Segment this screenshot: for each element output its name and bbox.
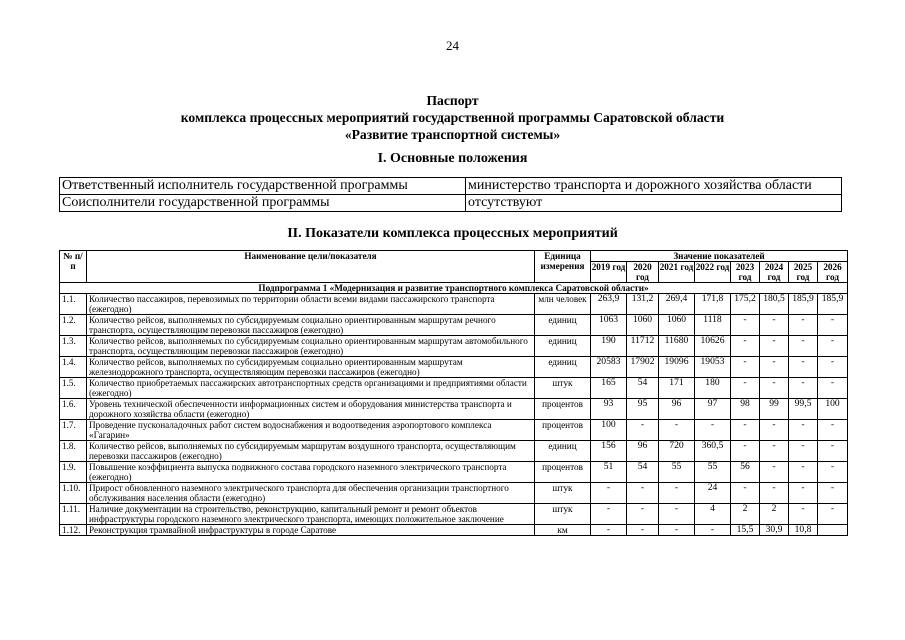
table-row: [60, 399, 848, 420]
indicator-name: Реконструкция трамвайной инфраструктуры в городе Саратове: [87, 525, 535, 536]
value-cell: -: [731, 420, 760, 441]
value-cell: 180,5: [760, 294, 789, 315]
info-row: [60, 178, 842, 195]
value-cell: -: [695, 525, 731, 536]
table-row: [60, 441, 848, 462]
value-cell: 17902: [627, 357, 659, 378]
value-cell: -: [818, 420, 848, 441]
value-cell: 19053: [695, 357, 731, 378]
indicator-name: Уровень технической обеспеченности информационных систем и оборудования министерства транспорта и дорожного хозяйства области (ежегодно): [87, 399, 535, 420]
value-cell: 55: [659, 462, 695, 483]
row-number: 1.1.: [60, 294, 87, 315]
value-cell: 263,9: [591, 294, 627, 315]
row-number: 1.7.: [60, 420, 87, 441]
value-cell: -: [760, 315, 789, 336]
value-cell: -: [789, 420, 818, 441]
value-cell: 30,9: [760, 525, 789, 536]
header-year: 2026 год: [818, 262, 848, 283]
unit-cell: единиц: [535, 357, 591, 378]
section-1-heading: I. Основные положения: [377, 151, 528, 166]
value-cell: -: [760, 441, 789, 462]
indicator-name: Количество рейсов, выполняемых по субсидируемым социально ориентированным маршрутам речного транспорта, осуществляющим перевозки пассажиров (ежегодно): [87, 315, 535, 336]
value-cell: -: [659, 420, 695, 441]
value-cell: -: [789, 378, 818, 399]
value-cell: -: [818, 378, 848, 399]
info-value: отсутствуют: [466, 195, 842, 212]
table-row: [60, 525, 848, 536]
value-cell: -: [731, 315, 760, 336]
value-cell: -: [591, 504, 627, 525]
value-cell: -: [731, 378, 760, 399]
value-cell: -: [789, 504, 818, 525]
table-row: [60, 378, 848, 399]
value-cell: 19096: [659, 357, 695, 378]
table-row: [60, 294, 848, 315]
table-row: [60, 357, 848, 378]
header-values: Значение показателей: [591, 251, 848, 262]
row-number: 1.9.: [60, 462, 87, 483]
value-cell: 185,9: [818, 294, 848, 315]
header-year: 2025 год: [789, 262, 818, 283]
unit-cell: процентов: [535, 462, 591, 483]
value-cell: -: [818, 441, 848, 462]
indicator-name: Проведение пусконаладочных работ систем водоснабжения и водоотведения аэропортового комплекса «Гагарин»: [87, 420, 535, 441]
value-cell: -: [695, 420, 731, 441]
value-cell: 100: [591, 420, 627, 441]
value-cell: -: [659, 483, 695, 504]
value-cell: -: [760, 483, 789, 504]
indicator-name: Наличие документации на строительство, реконструкцию, капитальный ремонт и ремонт объектов инфраструктуры городского наземного электрического транспорта, имеющих положительное заключение: [87, 504, 535, 525]
unit-cell: млн человек: [535, 294, 591, 315]
unit-cell: штук: [535, 483, 591, 504]
value-cell: 20583: [591, 357, 627, 378]
subprogram-title: Подпрограмма 1 «Модернизация и развитие транспортного комплекса Саратовской области»: [60, 283, 848, 294]
value-cell: 171: [659, 378, 695, 399]
value-cell: 24: [695, 483, 731, 504]
value-cell: -: [659, 504, 695, 525]
value-cell: -: [789, 315, 818, 336]
indicator-name: Количество рейсов, выполняемых по субсидируемым социально ориентированным маршрутам железнодорожного транспорта, осуществляющим перевозки пассажиров (ежегодно): [87, 357, 535, 378]
header-unit: Единица измерения: [535, 251, 591, 283]
value-cell: 99: [760, 399, 789, 420]
indicator-name: Количество рейсов, выполняемых по субсидируемым маршрутам воздушного транспорта, осуществляющим перевозки пассажиров (ежегодно): [87, 441, 535, 462]
header-year: 2020 год: [627, 262, 659, 283]
value-cell: 54: [627, 378, 659, 399]
header-year: 2024 год: [760, 262, 789, 283]
header-row: [60, 251, 848, 262]
title-line-2: комплекса процессных мероприятий государственной программы Саратовской области: [180, 110, 725, 125]
header-year: 2023 год: [731, 262, 760, 283]
value-cell: -: [818, 315, 848, 336]
value-cell: -: [789, 462, 818, 483]
value-cell: 93: [591, 399, 627, 420]
indicator-name: Прирост обновленного наземного электрического транспорта для обеспечения организации транспортного обслуживания населения области (ежегодно): [87, 483, 535, 504]
value-cell: 156: [591, 441, 627, 462]
value-cell: -: [818, 504, 848, 525]
header-name: Наименование цели/показателя: [87, 251, 535, 283]
value-cell: 171,8: [695, 294, 731, 315]
value-cell: -: [760, 420, 789, 441]
row-number: 1.10.: [60, 483, 87, 504]
value-cell: 185,9: [789, 294, 818, 315]
value-cell: 131,2: [627, 294, 659, 315]
table-row: [60, 462, 848, 483]
value-cell: 96: [659, 399, 695, 420]
value-cell: [818, 525, 848, 536]
value-cell: 2: [760, 504, 789, 525]
subprogram-row: [60, 283, 848, 294]
value-cell: -: [818, 336, 848, 357]
value-cell: -: [591, 525, 627, 536]
info-row: [60, 195, 842, 212]
info-label: Соисполнители государственной программы: [60, 195, 466, 212]
basic-info-table: [59, 177, 842, 212]
value-cell: -: [731, 336, 760, 357]
value-cell: -: [659, 525, 695, 536]
value-cell: 11680: [659, 336, 695, 357]
indicators-table: [59, 250, 848, 536]
value-cell: 4: [695, 504, 731, 525]
value-cell: -: [731, 441, 760, 462]
row-number: 1.11.: [60, 504, 87, 525]
table-row: [60, 420, 848, 441]
value-cell: -: [627, 525, 659, 536]
value-cell: 1060: [659, 315, 695, 336]
value-cell: -: [627, 420, 659, 441]
table-row: [60, 504, 848, 525]
value-cell: -: [818, 357, 848, 378]
row-number: 1.6.: [60, 399, 87, 420]
value-cell: 165: [591, 378, 627, 399]
row-number: 1.8.: [60, 441, 87, 462]
table-row: [60, 315, 848, 336]
value-cell: 51: [591, 462, 627, 483]
value-cell: 190: [591, 336, 627, 357]
header-year: 2021 год: [659, 262, 695, 283]
unit-cell: единиц: [535, 441, 591, 462]
value-cell: 99,5: [789, 399, 818, 420]
value-cell: 100: [818, 399, 848, 420]
value-cell: 15,5: [731, 525, 760, 536]
value-cell: -: [731, 483, 760, 504]
value-cell: -: [789, 336, 818, 357]
header-num: № п/п: [60, 251, 87, 283]
unit-cell: процентов: [535, 420, 591, 441]
unit-cell: единиц: [535, 315, 591, 336]
info-value: министерство транспорта и дорожного хозяйства области: [466, 178, 842, 195]
row-number: 1.12.: [60, 525, 87, 536]
unit-cell: единиц: [535, 336, 591, 357]
value-cell: 720: [659, 441, 695, 462]
value-cell: 54: [627, 462, 659, 483]
value-cell: 180: [695, 378, 731, 399]
value-cell: -: [760, 462, 789, 483]
value-cell: -: [789, 357, 818, 378]
unit-cell: км: [535, 525, 591, 536]
unit-cell: процентов: [535, 399, 591, 420]
header-year: 2019 год: [591, 262, 627, 283]
value-cell: -: [627, 504, 659, 525]
indicator-name: Повышение коэффициента выпуска подвижного состава городского наземного электрического транспорта (ежегодно): [87, 462, 535, 483]
row-number: 1.2.: [60, 315, 87, 336]
value-cell: 175,2: [731, 294, 760, 315]
table-row: [60, 483, 848, 504]
indicator-name: Количество пассажиров, перевозимых по территории области всеми видами пассажирского транспорта (ежегодно): [87, 294, 535, 315]
value-cell: 95: [627, 399, 659, 420]
document-title: [0, 92, 905, 143]
header-year: 2022 год: [695, 262, 731, 283]
value-cell: 2: [731, 504, 760, 525]
page-number: 24: [446, 38, 459, 53]
unit-cell: штук: [535, 504, 591, 525]
value-cell: 1063: [591, 315, 627, 336]
value-cell: 1060: [627, 315, 659, 336]
info-label: Ответственный исполнитель государственной программы: [60, 178, 466, 195]
value-cell: -: [760, 357, 789, 378]
value-cell: -: [818, 483, 848, 504]
value-cell: 1118: [695, 315, 731, 336]
value-cell: 55: [695, 462, 731, 483]
value-cell: -: [591, 483, 627, 504]
value-cell: -: [818, 462, 848, 483]
value-cell: -: [627, 483, 659, 504]
value-cell: 10626: [695, 336, 731, 357]
value-cell: 56: [731, 462, 760, 483]
table-row: [60, 336, 848, 357]
value-cell: 98: [731, 399, 760, 420]
indicator-name: Количество приобретаемых пассажирских автотранспортных средств организациями и предприятиями области (ежегодно): [87, 378, 535, 399]
row-number: 1.4.: [60, 357, 87, 378]
value-cell: -: [760, 336, 789, 357]
section-2-heading: II. Показатели комплекса процессных мероприятий: [287, 226, 618, 241]
row-number: 1.3.: [60, 336, 87, 357]
indicator-name: Количество рейсов, выполняемых по субсидируемым социально ориентированным маршрутам автомобильного транспорта, осуществляющим перевозки пассажиров (ежегодно): [87, 336, 535, 357]
value-cell: 96: [627, 441, 659, 462]
title-line-1: Паспорт: [426, 93, 479, 108]
value-cell: -: [731, 357, 760, 378]
value-cell: 97: [695, 399, 731, 420]
value-cell: -: [789, 441, 818, 462]
value-cell: 10,8: [789, 525, 818, 536]
value-cell: 11712: [627, 336, 659, 357]
value-cell: -: [789, 483, 818, 504]
title-line-3: «Развитие транспортной системы»: [344, 127, 561, 142]
value-cell: 269,4: [659, 294, 695, 315]
unit-cell: штук: [535, 378, 591, 399]
value-cell: -: [760, 378, 789, 399]
row-number: 1.5.: [60, 378, 87, 399]
value-cell: 360,5: [695, 441, 731, 462]
